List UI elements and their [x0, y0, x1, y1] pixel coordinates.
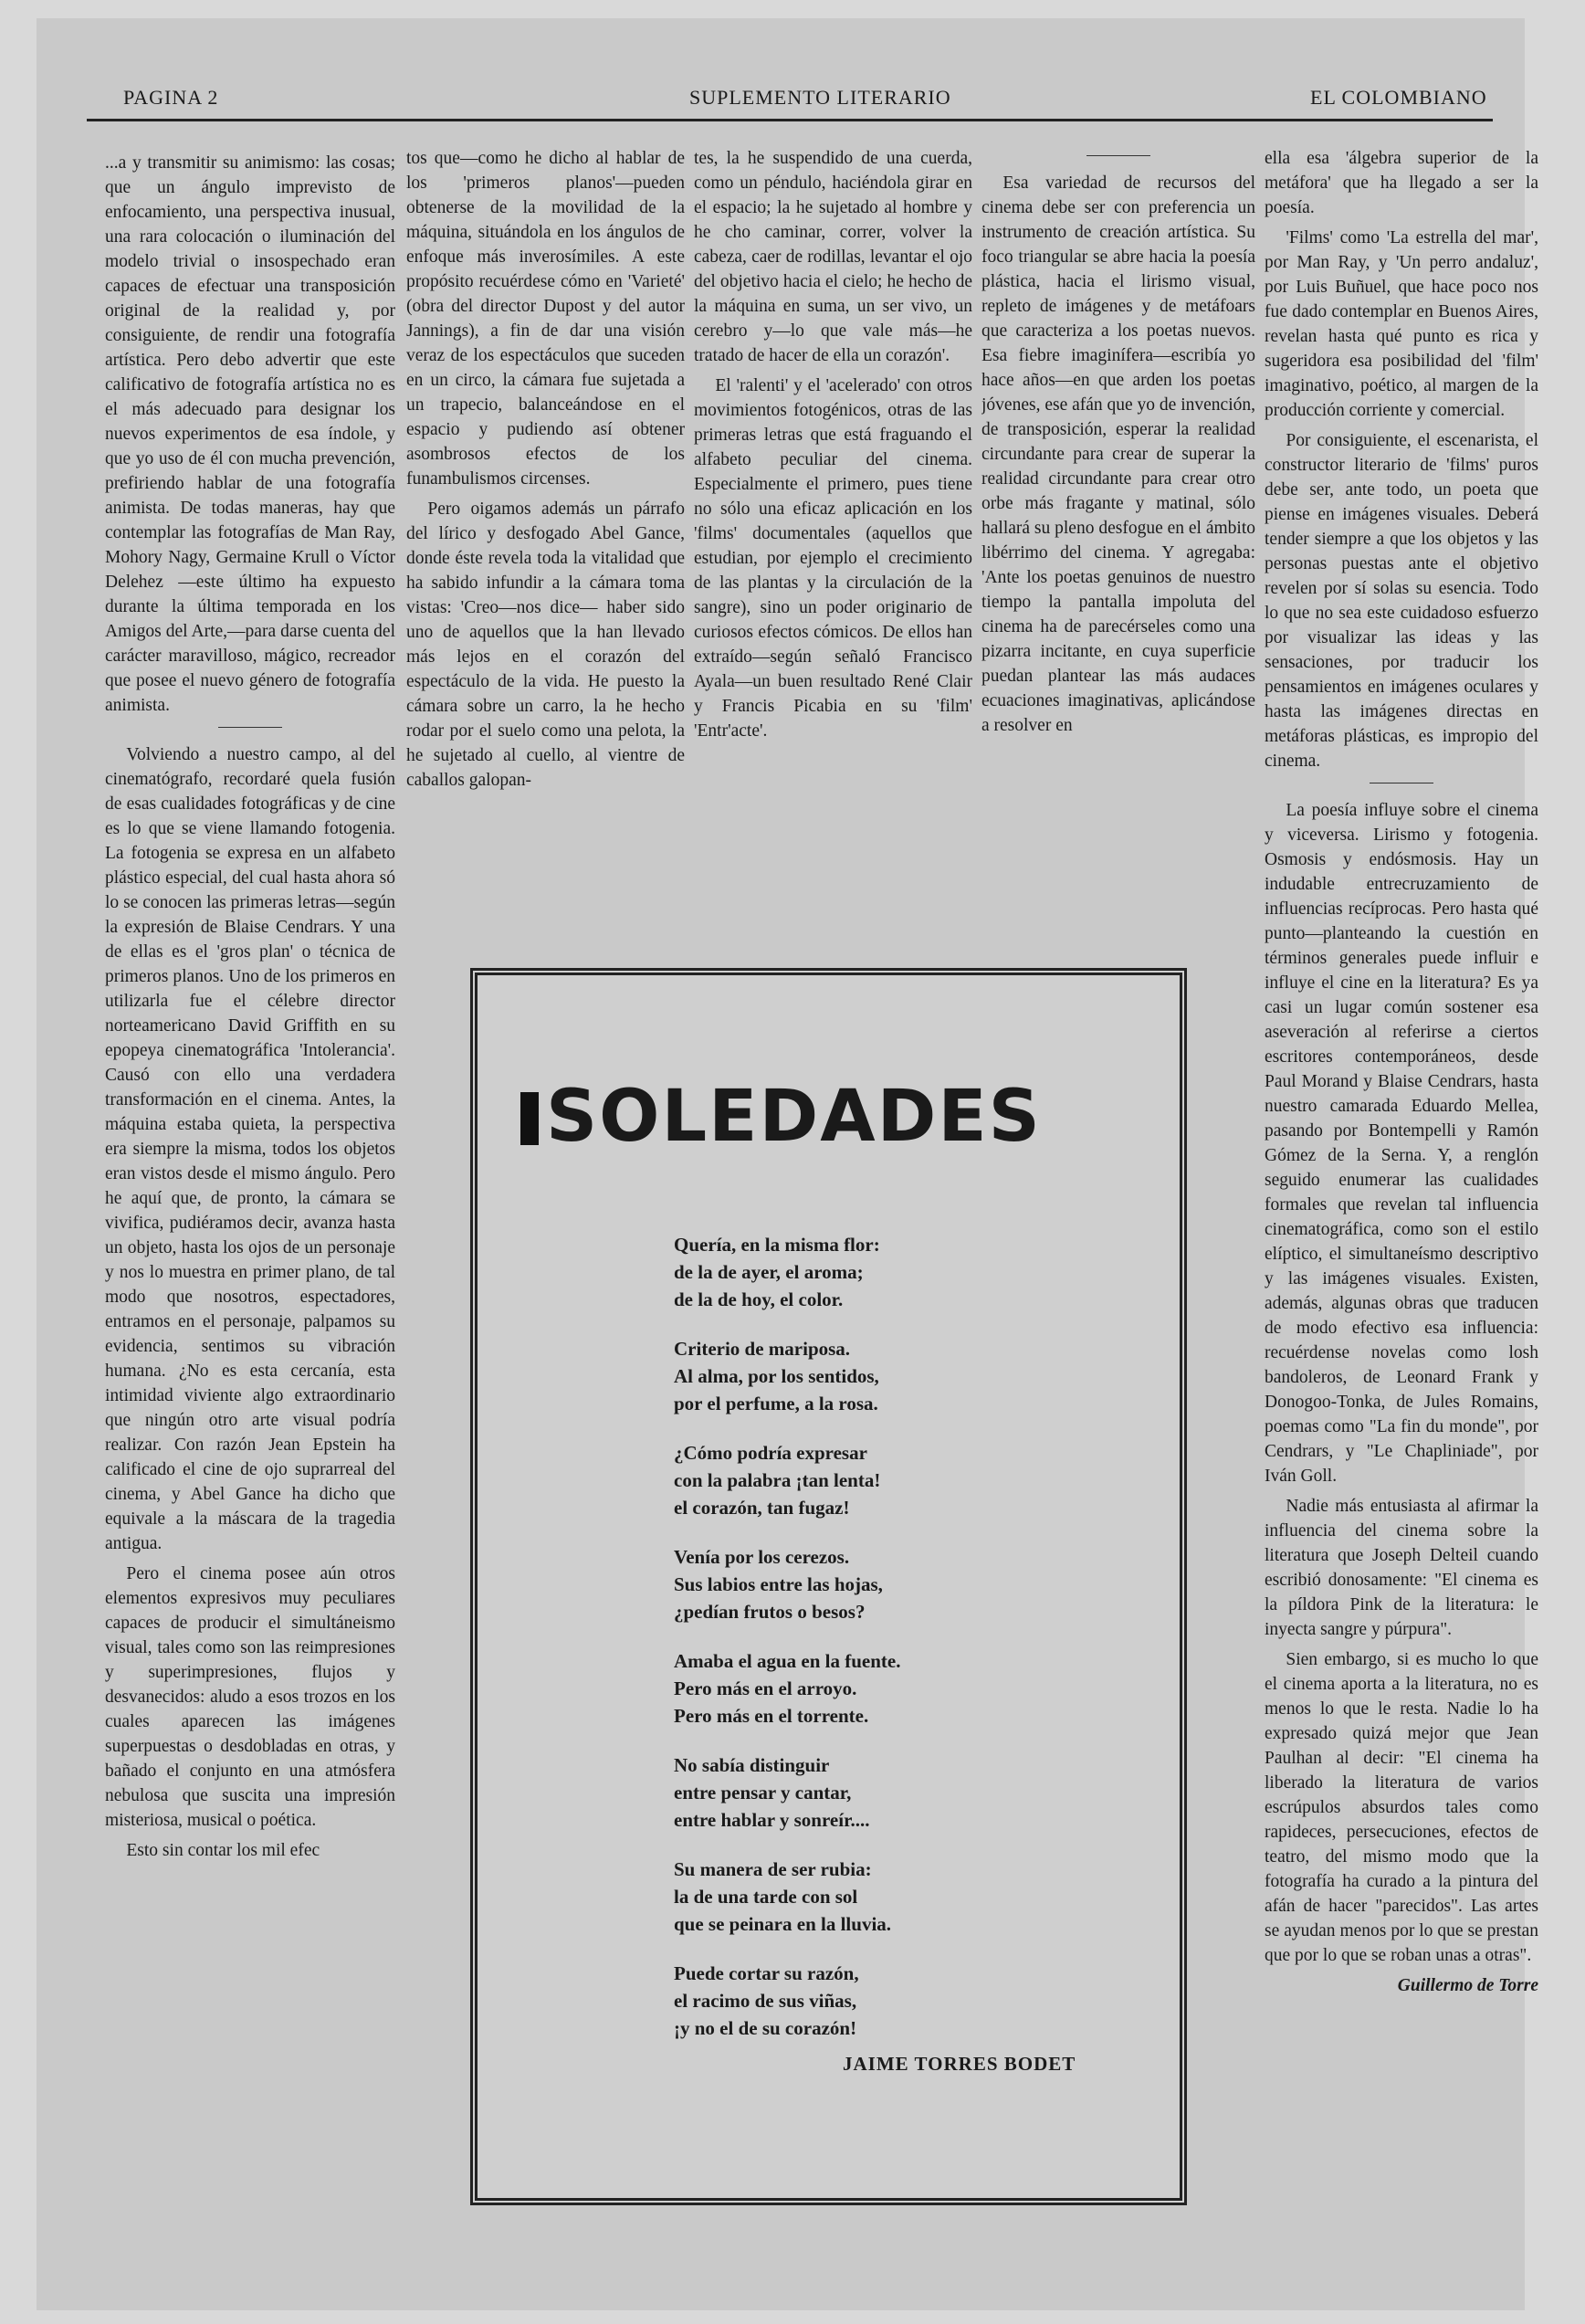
poem-line: Al alma, por los sentidos, [674, 1365, 879, 1387]
poem-stanza [674, 1543, 1149, 1625]
poem-line: el racimo de sus viñas, [674, 1990, 857, 2012]
poem-stanza [674, 1751, 1149, 1834]
poem-line: que se peinara en la lluvia. [674, 1913, 892, 1935]
poem-line: Criterio de mariposa. [674, 1338, 851, 1360]
poem-line: entre pensar y cantar, [674, 1782, 852, 1803]
paragraph: tes, la he suspendido de una cuerda, como un péndulo, haciéndola girar en el espacio; la he sujetado al hombre y he cho caminar, correr, volver la cabeza, caer de rodillas, levantar el ojo del objetivo hacia el cielo; he hecho de la máquina en suma, un ser vivo, un cerebro y—lo que vale más—he tratado de hacer de ella un corazón'. [694, 149, 972, 365]
poem-line: Sus labios entre las hojas, [674, 1573, 883, 1595]
column-5 [1265, 146, 1538, 2301]
column-1 [105, 151, 395, 2306]
divider [218, 727, 282, 728]
poem-stanza [674, 1439, 1149, 1521]
paragraph: Pero oigamos además un párrafo del lírico y desfogado Abel Gance, donde éste revela toda la vitalidad que ha sabido infundir a la cámara toma vistas: 'Creo—nos dice— haber sido uno de aquellos que la han llevado más lejos en el corazón del espectáculo de la vida. He puesto la cámara sobre un carro, la he hecho rodar por el suelo como una pelota, la he sujetado al cuello, al vientre de caballos galopan- [406, 500, 685, 790]
poem-line: Amaba el agua en la fuente. [674, 1650, 901, 1672]
divider [1086, 155, 1150, 156]
paragraph: El 'ralenti' y el 'acelerado' con otros movimientos fotogénicos, otras de las primeras letras que está fraguando el alfabeto peculiar del cinema. Especialmente el primero, pues tiene no sólo una eficaz aplicación en los 'films' documentales (aquellos que estudian, por ejemplo el crecimiento de las plantas y la circulación de la sangre), sino un poder originario de curiosos efectos cómicos. De ellos han extraído—según señaló Francisco Ayala—un buen resultado René Clair y Francis Picabia en su 'film' 'Entr'acte'. [694, 376, 972, 741]
poem-line: ¿pedían frutos o besos? [674, 1601, 866, 1623]
poem-stanza [674, 1647, 1149, 1730]
paragraph: 'Films' como 'La estrella del mar', por Man Ray, y 'Un perro andaluz', por Luis Buñuel, que hace poco nos fue dado contemplar en Buenos Aires, revelan hasta qué punto es rica y sugeridora esa posibilidad del 'film' imaginativo, poético, al margen de la producción corriente y comercial. [1265, 228, 1538, 420]
poem-line: el corazón, tan fugaz! [674, 1497, 850, 1519]
running-head [87, 73, 1493, 121]
poem-line: Su manera de ser rubia: [674, 1858, 872, 1880]
poem-line: Venía por los cerezos. [674, 1546, 850, 1568]
paragraph: Nadie más entusiasta al afirmar la influencia del cinema sobre la literatura que Joseph Delteil cuando escribió donosamente: "El cinema es la píldora Pink de la literatura: le inyecta sangre y púrpura". [1265, 1497, 1538, 1639]
paragraph: Esa variedad de recursos del cinema debe ser con preferencia un instrumento de creación artística. Su foco triangular se abre hacia la poesía plástica, hacia el lirismo visual, repleto de imágenes y de metáfoars que caracteriza a los poetas nuevos. Esa fiebre imaginífera—escribía yo hace años—en que arden los poetas jóvenes, ese afán que yo de invención, de transposición, esperar la realidad circundante para crear de superar la realidad circundante para crear otro orbe más fragante y matinal, sólo hallará su pleno desfogue en el ámbito libérrimo del cinema. Y agregaba: 'Ante los poetas genuinos de nuestro tiempo la pantalla impoluta del cinema ha de parecérseles como una pizarra incitante, en cuya superficie puedan plantear las más audaces ecuaciones imaginativas, aplicándose a resolver en [981, 174, 1255, 735]
paragraph: Pero el cinema posee aún otros elementos expresivos muy peculiares capaces de producir el simultáneismo visual, tales como son las reimpresiones y superimpresiones, flujos y desvanecidos: aludo a esos trozos en los cuales aparecen las imágenes superpuestas o desdobladas en otras, y bañado el conjunto en una atmósfera nebulosa que suscita una impresión misteriosa, musical o poética. [105, 1564, 395, 1830]
poem-line: ¡y no el de su corazón! [674, 2017, 857, 2039]
poem-line: de la de ayer, el aroma; [674, 1261, 864, 1283]
poem-line: Quería, en la misma flor: [674, 1234, 880, 1256]
paragraph: Volviendo a nuestro campo, al del cinematógrafo, recordaré quela fusión de esas cualidades fotográficas y de cine es lo que se viene llamando fotogenia. La fotogenia se expresa en un alfabeto plástico especial, del cual hasta ahora só lo se conocen las primeras letras—según la expresión de Blaise Cendrars. Y una de ellas es el 'gros plan' o técnica de primeros planos. Uno de los primeros en utilizarla fue el célebre director norteamericano David Griffith en su epopeya cinematográfica 'Intolerancia'. Causó con ello una verdadera transformación en el cinema. Antes, la máquina estaba quieta, la perspectiva era siempre la misma, todos los objetos eran vistos desde el mismo ángulo. Pero he aquí que, de pronto, la cámara se vivifica, pudiéramos decir, avanza hasta un objeto, hasta los ojos de un personaje y nos lo muestra en primer plano, de tal modo que nosotros, espectadores, entramos en el personaje, palpamos su evidencia, sentimos su vibración humana. ¿No es esta cercanía, esta intimidad viviente algo extraordinario que ningún otro arte visual podría realizar. Con razón Jean Epstein ha calificado el cine de ojo suprarreal del cinema, y Abel Gance ha dicho que equivale a la máscara de la tragedia antigua. [105, 745, 395, 1553]
poem-line: entre hablar y sonreír.... [674, 1809, 870, 1831]
newspaper-page [37, 18, 1538, 2310]
paragraph: La poesía influye sobre el cinema y viceversa. Lirismo y fotogenia. Osmosis y endósmosis. Hay un indudable entrecruzamiento de influencias recíprocas. Pero hasta qué punto—planteando la cuestión en términos generales puede influir e influye el cine en la literatura? Es ya casi un lugar común sostener esa aseveración al referirse a ciertos escritores contemporáneos, desde Paul Morand y Blaise Cendrars, hasta nuestro camarada Eduardo Mellea, pasando por Bontempelli y Ramón Gómez de la Serna. Y, a renglón seguido enumerar las cualidades formales que revelan tal influencia cinematográfica, como son el estilo elíptico, el simultaneísmo descriptivo y las imágenes visuales. Existen, además, algunas obras que traducen de modo efectivo esa influencia: recuérdense novelas como losh bandoleros, de Leonard Frank y Donogoo-Tonka, de Jules Romains, poemas como "La fin du monde", por Cendrars, y "Le Chapliniade", por Iván Goll. [1265, 801, 1538, 1486]
column-2 [406, 146, 685, 868]
poem-line: Puede cortar su razón, [674, 1962, 859, 1984]
poem-stanza [674, 1856, 1149, 1938]
poem-author: JAIME TORRES BODET [843, 2053, 1076, 2075]
newspaper-name: EL COLOMBIANO [1310, 86, 1487, 109]
poem-line: la de una tarde con sol [674, 1886, 858, 1908]
paragraph: ella esa 'álgebra superior de la metáfora' que ha llegado a ser la poesía. [1265, 149, 1538, 217]
poem-line: Pero más en el arroyo. [674, 1677, 857, 1699]
paragraph: tos que—como he dicho al hablar de los 'primeros planos'—pueden obtenerse de la movilidad de la máquina, situándola en los ángulos de enfoque más inverosímiles. A este propósito recuérdese cómo en 'Varieté' (obra del director Dupost y del autor Jannings), a fin de dar una visión veraz de los espectáculos que suceden en un circo, la cámara fue sujetada a un trapecio, balanceándose en el espacio y pudiendo así obtener asombrosos efectos de los funambulismos circenses. [406, 149, 685, 489]
poem-line: Pero más en el torrente. [674, 1705, 869, 1727]
article-signature: Guillermo de Torre [1397, 1976, 1538, 1995]
paragraph: Esto sin contar los mil efec [126, 1841, 320, 1860]
poem-line: ¿Cómo podría expresar [674, 1442, 867, 1464]
poem-line: con la palabra ¡tan lenta! [674, 1469, 881, 1491]
poem-line: de la de hoy, el color. [674, 1288, 844, 1310]
paragraph: ...a y transmitir su animismo: las cosas; que un ángulo imprevisto de enfocamiento, una perspectiva inusual, una rara colocación o iluminación del modelo trivial o insospechado eran capaces de efectuar una transposición original de la realidad y, por consiguiente, de rendir una fotografía artística. Pero debo advertir que este calificativo de fotografía artística no es el más adecuado para designar los nuevos experimentos de esa índole, y que yo uso de él con mucha prevención, prefiriendo hablar de una fotografía animista. De todas maneras, hay que contemplar las fotografías de Man Ray, Mohory Nagy, Germaine Krull o Víctor Delehez —este último ha expuesto durante la última temporada en los Amigos del Arte,—para darse cuenta del carácter maravilloso, mágico, recreador que posee el nuevo género de fotografía animista. [105, 153, 395, 715]
poem-stanza [674, 1231, 1149, 1313]
paragraph: Sien embargo, si es mucho lo que el cinema aporta a la literatura, no es menos lo que le resta. Nadie lo ha expresado quizá mejor que Jean Paulhan al decir: "El cinema ha liberado la literatura de varios escrúpulos absurdos tales como rapideces, persecuciones, efectos de teatro, del mismo modo que la fotografía ha curado a la pintura del afán de hacer "parecidos". Las artes se ayudan menos por lo que se prestan que por lo que se roban unas a otras". [1265, 1650, 1538, 1965]
poem-title: SOLEDADES [546, 1076, 1042, 1158]
paragraph: Por consiguiente, el escenarista, el constructor literario de 'films' puros debe ser, ante todo, un poeta que piense en imágenes visuales. Deberá tender siempre a que los objetos y las personas puestas ante el objetivo revelen por sí solas su esencia. Todo lo que no sea este cuidadoso esfuerzo por visualizar las ideas y las sensaciones, por traducir los pensamientos en imágenes oculares y hasta las imágenes directas en metáforas plásticas, es impropio del cinema. [1265, 431, 1538, 771]
poem-stanza [674, 1335, 1149, 1417]
poem-line: por el perfume, a la rosa. [674, 1393, 878, 1414]
column-4 [981, 146, 1255, 868]
column-3 [694, 146, 972, 868]
poem-body [674, 1231, 1149, 2064]
poem-stanza [674, 1960, 1149, 2042]
page-number: PAGINA 2 [123, 86, 219, 109]
poem-line: No sabía distinguir [674, 1754, 830, 1776]
section-title: SUPLEMENTO LITERARIO [689, 86, 951, 109]
poem-box [470, 968, 1187, 2205]
